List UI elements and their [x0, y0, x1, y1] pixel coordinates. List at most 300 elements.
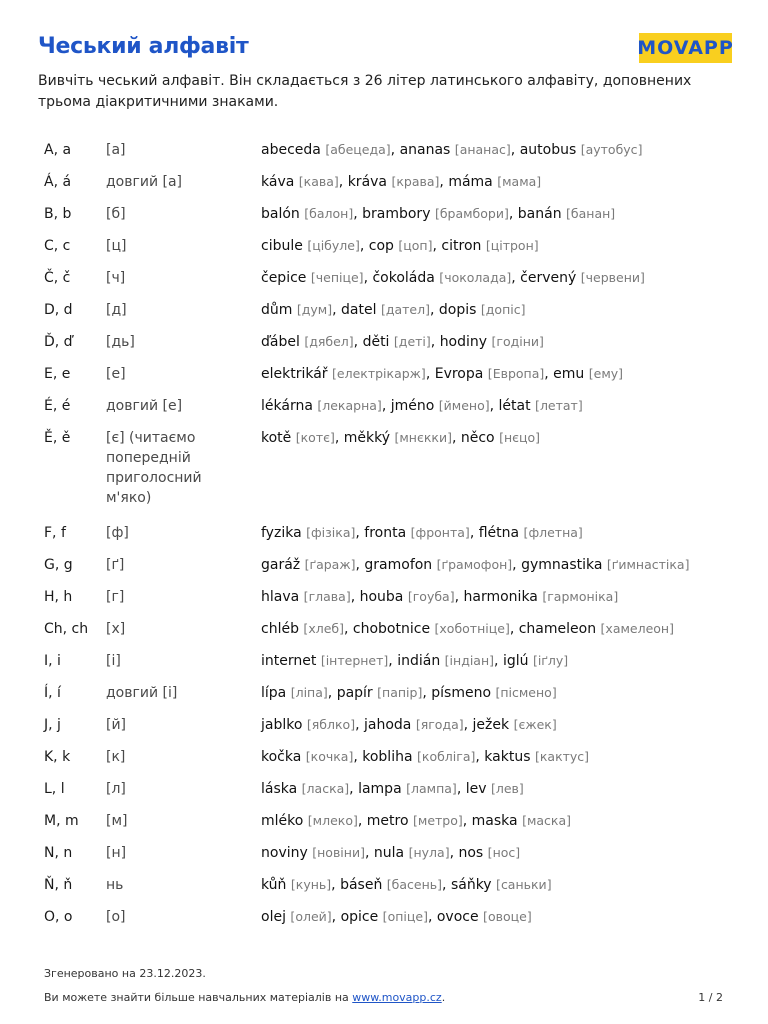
transcription-text: олей — [295, 909, 327, 924]
alphabet-row — [44, 140, 744, 160]
footer-suffix: . — [441, 991, 446, 1004]
alphabet-row — [44, 268, 744, 288]
examples-cell: mléko [млеко], metro [метро], maska [маска] — [261, 813, 572, 829]
example-word: papír — [336, 685, 373, 701]
transcription-text: кава — [303, 174, 334, 189]
pronunciation-cell: [г] — [106, 589, 125, 605]
movapp-link[interactable]: www.movapp.cz — [352, 991, 442, 1004]
example-word: cop — [368, 238, 394, 254]
letter-cell: Ň, ň — [44, 877, 73, 893]
letter-cell: H, h — [44, 589, 73, 605]
pronunciation-cell: [х] — [106, 621, 126, 637]
transcription-text: гоуба — [412, 589, 450, 604]
example-transcription: [мнєкки] — [394, 430, 452, 445]
letter-cell: É, é — [44, 398, 71, 414]
letter-cell: O, o — [44, 909, 73, 925]
transcription-text: дум — [301, 302, 328, 317]
alphabet-row — [44, 555, 744, 575]
example-word: ďábel — [261, 334, 300, 350]
example-transcription: [хоботніце] — [434, 621, 510, 636]
examples-cell: kotě [котє], měkký [мнєкки], něco [нєцо] — [261, 430, 541, 446]
pronunciation-cell: [е] — [106, 366, 126, 382]
transcription-text: іґлу — [537, 653, 564, 668]
transcription-text: глава — [308, 589, 346, 604]
example-word: banán — [517, 206, 562, 222]
transcription-text: летат — [539, 398, 578, 413]
example-word: něco — [460, 430, 495, 446]
transcription-text: хлеб — [308, 621, 340, 636]
example-transcription: [млеко] — [307, 813, 358, 828]
example-transcription: [цоп] — [398, 238, 433, 253]
example-transcription: [нєцо] — [499, 430, 541, 445]
example-transcription: [овоце] — [483, 909, 532, 924]
examples-cell: chléb [хлеб], chobotnice [хоботніце], chameleon [хамелеон] — [261, 621, 674, 637]
transcription-text: гармоніка — [547, 589, 614, 604]
alphabet-row — [44, 747, 744, 767]
transcription-text: ґимнастіка — [611, 557, 685, 572]
transcription-text: червени — [585, 270, 641, 285]
example-transcription: [балон] — [304, 206, 354, 221]
example-word: máma — [448, 174, 493, 190]
example-word: internet — [261, 653, 317, 669]
alphabet-row — [44, 204, 744, 224]
transcription-text: кочка — [310, 749, 349, 764]
examples-cell: balón [балон], brambory [брамбори], banán [банан] — [261, 206, 616, 222]
example-transcription: [саньки] — [496, 877, 552, 892]
example-word: kobliha — [362, 749, 413, 765]
alphabet-row — [44, 811, 744, 831]
example-word: jablko — [261, 717, 303, 733]
example-transcription: [яблко] — [306, 717, 356, 732]
example-transcription: [кунь] — [290, 877, 332, 892]
transcription-text: нос — [492, 845, 516, 860]
transcription-text: ґараж — [309, 557, 351, 572]
pronunciation-cell: довгий [а] — [106, 174, 183, 190]
examples-cell: kůň [кунь], báseň [басень], sáňky [саньки] — [261, 877, 552, 893]
example-transcription: [лекарна] — [317, 398, 382, 413]
example-word: autobus — [519, 142, 577, 158]
transcription-text: дател — [385, 302, 426, 317]
example-word: chameleon — [518, 621, 597, 637]
example-word: lampa — [358, 781, 402, 797]
transcription-text: індіан — [449, 653, 490, 668]
alphabet-row — [44, 619, 744, 639]
example-transcription: [пісмено] — [495, 685, 557, 700]
example-transcription: [гоуба] — [407, 589, 455, 604]
transcription-text: банан — [570, 206, 611, 221]
example-transcription: [деті] — [393, 334, 431, 349]
examples-cell: garáž [ґараж], gramofon [ґрамофон], gymnastika [ґимнастіка] — [261, 557, 690, 573]
page-number: 1 / 2 — [698, 991, 723, 1004]
transcription-text: ймено — [443, 398, 485, 413]
alphabet-row — [44, 523, 744, 543]
example-transcription: [електрікарж] — [332, 366, 426, 381]
pronunciation-cell: [ц] — [106, 238, 127, 254]
example-word: elektrikář — [261, 366, 328, 382]
example-word: jahoda — [363, 717, 412, 733]
example-word: kráva — [347, 174, 388, 190]
letter-cell: B, b — [44, 206, 72, 222]
example-word: abeceda — [261, 142, 321, 158]
example-transcription: [маска] — [522, 813, 572, 828]
transcription-text: чоколада — [444, 270, 507, 285]
example-word: káva — [261, 174, 295, 190]
example-word: nos — [458, 845, 484, 861]
transcription-text: флетна — [528, 525, 578, 540]
example-word: hodiny — [439, 334, 488, 350]
example-word: ananas — [399, 142, 451, 158]
pronunciation-cell: [дь] — [106, 334, 135, 350]
letter-cell: N, n — [44, 845, 73, 861]
transcription-text: цоп — [403, 238, 428, 253]
example-transcription: [глава] — [303, 589, 351, 604]
examples-cell: káva [кава], kráva [крава], máma [мама] — [261, 174, 542, 190]
letter-cell: L, l — [44, 781, 65, 797]
example-word: brambory — [362, 206, 431, 222]
transcription-text: опіце — [387, 909, 424, 924]
example-word: dopis — [438, 302, 477, 318]
example-transcription: [дател] — [380, 302, 430, 317]
example-word: flétna — [478, 525, 520, 541]
example-word: indián — [397, 653, 441, 669]
footer-more-text: Ви можете знайти більше навчальних матеріалів на — [44, 991, 353, 1004]
transcription-text: єжек — [518, 717, 552, 732]
transcription-text: фронта — [415, 525, 465, 540]
alphabet-row — [44, 715, 744, 735]
generated-date: Згенеровано на 23.12.2023. — [44, 967, 206, 980]
example-transcription: [басень] — [386, 877, 443, 892]
example-transcription: [мама] — [497, 174, 542, 189]
example-word: sáňky — [450, 877, 492, 893]
example-word: ovoce — [436, 909, 479, 925]
transcription-text: нєцо — [503, 430, 536, 445]
example-transcription: [Европа] — [487, 366, 545, 381]
example-word: datel — [341, 302, 377, 318]
example-word: maska — [471, 813, 518, 829]
transcription-text: маска — [526, 813, 567, 828]
example-word: noviny — [261, 845, 308, 861]
example-word: jméno — [390, 398, 435, 414]
example-transcription: [чепіце] — [310, 270, 364, 285]
example-word: děti — [362, 334, 390, 350]
example-word: fronta — [364, 525, 407, 541]
example-transcription: [банан] — [566, 206, 616, 221]
example-word: dům — [261, 302, 293, 318]
letter-cell: D, d — [44, 302, 73, 318]
examples-cell: abeceda [абецеда], ananas [ананас], autobus [аутобус] — [261, 142, 643, 158]
example-word: kočka — [261, 749, 302, 765]
example-word: hlava — [261, 589, 300, 605]
example-transcription: [аутобус] — [580, 142, 643, 157]
letter-cell: F, f — [44, 525, 66, 541]
example-word: fyzika — [261, 525, 302, 541]
example-transcription: [ананас] — [454, 142, 511, 157]
transcription-text: хамелеон — [605, 621, 670, 636]
pronunciation-cell: [о] — [106, 909, 126, 925]
transcription-text: басень — [391, 877, 438, 892]
transcription-text: овоце — [487, 909, 527, 924]
example-transcription: [годіни] — [491, 334, 544, 349]
transcription-text: пісмено — [500, 685, 552, 700]
example-word: kotě — [261, 430, 292, 446]
examples-cell: lékárna [лекарна], jméno [ймено], létat [летат] — [261, 398, 583, 414]
pronunciation-cell: [н] — [106, 845, 127, 861]
example-transcription: [ліпа] — [290, 685, 328, 700]
alphabet-row — [44, 396, 744, 416]
alphabet-row — [44, 651, 744, 671]
example-transcription: [інтернет] — [320, 653, 389, 668]
example-transcription: [нос] — [487, 845, 521, 860]
examples-cell: ďábel [дябел], děti [деті], hodiny [годіни] — [261, 334, 544, 350]
example-word: chléb — [261, 621, 299, 637]
example-transcription: [абецеда] — [325, 142, 391, 157]
alphabet-row — [44, 683, 744, 703]
examples-cell: fyzika [фізіка], fronta [фронта], flétna [флетна] — [261, 525, 583, 541]
pronunciation-cell: нь — [106, 877, 124, 893]
transcription-text: кунь — [295, 877, 327, 892]
transcription-text: абецеда — [330, 142, 386, 157]
page-title: Чеський алфавіт — [38, 34, 249, 59]
transcription-text: лекарна — [322, 398, 377, 413]
example-word: kůň — [261, 877, 287, 893]
example-transcription: [крава] — [391, 174, 440, 189]
example-word: písmeno — [431, 685, 492, 701]
example-transcription: [ему] — [588, 366, 624, 381]
transcription-text: кактус — [539, 749, 585, 764]
example-word: olej — [261, 909, 286, 925]
example-transcription: [олей] — [290, 909, 332, 924]
pronunciation-cell: [м] — [106, 813, 128, 829]
letter-cell: E, e — [44, 366, 71, 382]
examples-cell: noviny [новіни], nula [нула], nos [нос] — [261, 845, 521, 861]
transcription-text: метро — [417, 813, 458, 828]
example-word: létat — [498, 398, 531, 414]
example-transcription: [дябел] — [304, 334, 354, 349]
example-word: emu — [553, 366, 585, 382]
example-word: čepice — [261, 270, 307, 286]
transcription-text: деті — [398, 334, 426, 349]
example-transcription: [новіни] — [312, 845, 365, 860]
transcription-text: годіни — [496, 334, 540, 349]
example-transcription: [коблiга] — [417, 749, 476, 764]
example-transcription: [червени] — [580, 270, 645, 285]
example-word: gymnastika — [521, 557, 603, 573]
example-transcription: [кава] — [298, 174, 339, 189]
example-word: harmonika — [463, 589, 538, 605]
pronunciation-cell: [ф] — [106, 525, 129, 541]
transcription-text: мнєкки — [399, 430, 448, 445]
letter-cell: Ď, ď — [44, 334, 73, 350]
pronunciation-cell: довгий [е] — [106, 398, 183, 414]
transcription-text: дябел — [309, 334, 349, 349]
example-word: garáž — [261, 557, 301, 573]
example-word: metro — [366, 813, 409, 829]
example-word: chobotnice — [352, 621, 431, 637]
example-word: houba — [359, 589, 404, 605]
examples-cell: elektrikář [електрікарж], Evropa [Европа], emu [ему] — [261, 366, 624, 382]
transcription-text: цітрон — [490, 238, 534, 253]
example-transcription: [ласка] — [301, 781, 350, 796]
transcription-text: брамбори — [439, 206, 504, 221]
alphabet-row — [44, 875, 744, 895]
example-transcription: [кочка] — [305, 749, 354, 764]
example-transcription: [єжек] — [513, 717, 557, 732]
example-word: lékárna — [261, 398, 313, 414]
examples-cell: jablko [яблко], jahoda [ягода], ježek [єжек] — [261, 717, 557, 733]
example-word: ježek — [472, 717, 510, 733]
example-word: opice — [340, 909, 379, 925]
example-word: čokoláda — [372, 270, 435, 286]
transcription-text: яблко — [311, 717, 351, 732]
example-transcription: [гармоніка] — [542, 589, 619, 604]
pronunciation-cell: [ґ] — [106, 557, 125, 573]
example-transcription: [брамбори] — [434, 206, 509, 221]
alphabet-row — [44, 172, 744, 192]
example-transcription: [папір] — [377, 685, 423, 700]
transcription-text: коблiга — [421, 749, 471, 764]
letter-cell: Í, í — [44, 685, 61, 701]
transcription-text: ласка — [306, 781, 345, 796]
example-word: Evropa — [434, 366, 484, 382]
example-word: gramofon — [364, 557, 433, 573]
example-transcription: [лампа] — [406, 781, 457, 796]
transcription-text: лампа — [411, 781, 452, 796]
transcription-text: цібуле — [312, 238, 355, 253]
letter-cell: Č, č — [44, 270, 71, 286]
example-word: cibule — [261, 238, 303, 254]
example-transcription: [летат] — [535, 398, 583, 413]
transcription-text: котє — [300, 430, 330, 445]
example-transcription: [іґлу] — [532, 653, 569, 668]
example-transcription: [цібуле] — [307, 238, 360, 253]
pronunciation-cell: [д] — [106, 302, 127, 318]
alphabet-row — [44, 843, 744, 863]
example-transcription: [цітрон] — [485, 238, 539, 253]
footer-more-materials — [44, 991, 445, 1004]
example-word: lípa — [261, 685, 287, 701]
example-transcription: [ймено] — [438, 398, 490, 413]
transcription-text: балон — [309, 206, 349, 221]
example-word: mléko — [261, 813, 304, 829]
example-transcription: [нула] — [408, 845, 450, 860]
transcription-text: ананас — [459, 142, 506, 157]
example-word: měkký — [343, 430, 391, 446]
example-transcription: [лев] — [490, 781, 524, 796]
letter-cell: Ch, ch — [44, 621, 89, 637]
transcription-text: новіни — [317, 845, 361, 860]
letter-cell: Á, á — [44, 174, 72, 190]
pronunciation-cell: [к] — [106, 749, 126, 765]
transcription-text: нула — [413, 845, 445, 860]
pronunciation-cell: [і] — [106, 653, 121, 669]
pronunciation-cell: довгий [і] — [106, 685, 178, 701]
pronunciation-cell: [а] — [106, 142, 126, 158]
alphabet-row — [44, 236, 744, 256]
alphabet-row — [44, 300, 744, 320]
example-transcription: [чоколада] — [439, 270, 512, 285]
example-transcription: [опіце] — [382, 909, 428, 924]
example-word: červený — [520, 270, 577, 286]
example-transcription: [хлеб] — [303, 621, 344, 636]
transcription-text: ягода — [420, 717, 459, 732]
example-transcription: [фронта] — [410, 525, 470, 540]
example-transcription: [індіан] — [444, 653, 495, 668]
example-transcription: [котє] — [295, 430, 335, 445]
transcription-text: інтернет — [325, 653, 384, 668]
example-transcription: [ґрамофон] — [436, 557, 513, 572]
pronunciation-cell: [л] — [106, 781, 126, 797]
transcription-text: фізіка — [311, 525, 351, 540]
transcription-text: папір — [382, 685, 418, 700]
example-transcription: [ґараж] — [304, 557, 356, 572]
transcription-text: допіс — [485, 302, 521, 317]
examples-cell: cibule [цібуле], cop [цоп], citron [цітрон] — [261, 238, 539, 254]
transcription-text: мама — [502, 174, 537, 189]
letter-cell: J, j — [44, 717, 61, 733]
alphabet-row — [44, 332, 744, 352]
examples-cell: lípa [ліпа], papír [папір], písmeno [пісмено] — [261, 685, 557, 701]
transcription-text: крава — [396, 174, 435, 189]
transcription-text: ему — [593, 366, 619, 381]
examples-cell: láska [ласка], lampa [лампа], lev [лев] — [261, 781, 524, 797]
letter-cell: C, c — [44, 238, 71, 254]
example-transcription: [кактус] — [534, 749, 590, 764]
transcription-text: електрікарж — [336, 366, 421, 381]
transcription-text: ґрамофон — [441, 557, 508, 572]
transcription-text: аутобус — [585, 142, 638, 157]
transcription-text: млеко — [312, 813, 353, 828]
movapp-logo[interactable]: MOVAPP — [639, 33, 732, 63]
example-transcription: [допіс] — [480, 302, 526, 317]
example-transcription: [ягода] — [415, 717, 464, 732]
pronunciation-cell: [ч] — [106, 270, 126, 286]
transcription-text: Европа — [492, 366, 540, 381]
alphabet-row — [44, 779, 744, 799]
alphabet-row — [44, 907, 744, 927]
alphabet-row — [44, 428, 744, 508]
letter-cell: Ě, ě — [44, 430, 71, 446]
pronunciation-cell: [й] — [106, 717, 127, 733]
example-transcription: [фізіка] — [306, 525, 356, 540]
letter-cell: M, m — [44, 813, 79, 829]
example-transcription: [хамелеон] — [600, 621, 674, 636]
example-word: láska — [261, 781, 298, 797]
letter-cell: K, k — [44, 749, 71, 765]
example-word: balón — [261, 206, 300, 222]
example-transcription: [ґимнастіка] — [606, 557, 690, 572]
pronunciation-cell: [є] (читаємо попередній приголосний м'яко) — [106, 430, 202, 506]
example-word: nula — [373, 845, 405, 861]
alphabet-row — [44, 587, 744, 607]
letter-cell: A, a — [44, 142, 72, 158]
transcription-text: хоботніце — [439, 621, 505, 636]
examples-cell: olej [олей], opice [опіце], ovoce [овоце] — [261, 909, 532, 925]
letter-cell: I, i — [44, 653, 61, 669]
example-word: báseň — [340, 877, 383, 893]
examples-cell: čepice [чепіце], čokoláda [чоколада], červený [червени] — [261, 270, 645, 286]
pronunciation-cell: [б] — [106, 206, 126, 222]
examples-cell: hlava [глава], houba [гоуба], harmonika [гармоніка] — [261, 589, 619, 605]
transcription-text: ліпа — [295, 685, 323, 700]
intro-text: Вивчіть чеський алфавіт. Він складається з 26 літер латинського алфавіту, доповнених трьома діакритичними знаками. — [38, 73, 692, 110]
transcription-text: саньки — [500, 877, 547, 892]
transcription-text: чепіце — [315, 270, 359, 285]
examples-cell: internet [інтернет], indián [індіан], iglú [іґлу] — [261, 653, 569, 669]
example-word: lev — [465, 781, 487, 797]
example-transcription: [метро] — [413, 813, 463, 828]
transcription-text: лев — [495, 781, 519, 796]
alphabet-row — [44, 364, 744, 384]
